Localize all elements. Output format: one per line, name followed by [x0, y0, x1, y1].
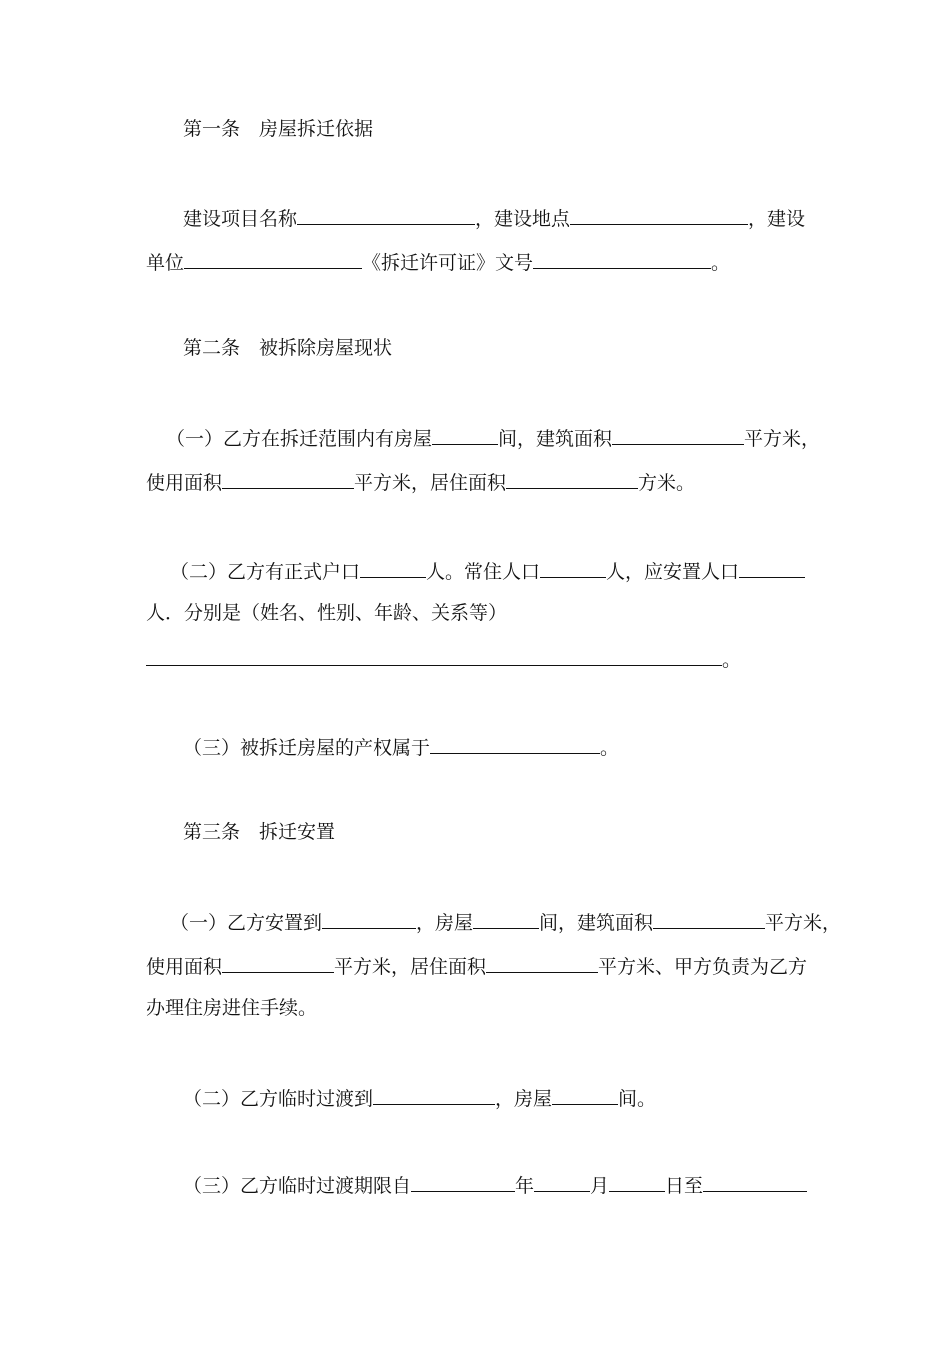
article-3-item-1-line-1	[170, 908, 841, 932]
article-3-heading-text: 第三条 拆迁安置	[183, 821, 336, 843]
transition-rooms-blank[interactable]	[552, 1084, 618, 1105]
article-1-line-1	[183, 204, 805, 228]
permit-label: 《拆迁许可证》文号	[362, 252, 534, 274]
a2-rooms-unit: 间，建筑面积	[498, 428, 613, 450]
article-1-heading	[183, 117, 373, 141]
builder-label-part2: 单位	[146, 252, 185, 274]
a2-item2-prefix: （二）乙方有正式户口	[170, 561, 361, 583]
a3-build-area-unit: 平方米，	[765, 912, 842, 934]
article-2-item-2-line-3	[146, 645, 741, 669]
start-year-blank[interactable]	[411, 1171, 515, 1192]
a2-item1-prefix: （一）乙方在拆迁范围内有房屋	[166, 428, 433, 450]
property-owner-blank[interactable]	[430, 733, 600, 754]
a3-year-label: 年	[515, 1175, 535, 1197]
rooms-blank[interactable]	[432, 424, 498, 445]
article-3-heading	[183, 820, 335, 844]
a3-item2-house-label: ，房屋	[495, 1088, 553, 1110]
start-day-blank[interactable]	[609, 1171, 665, 1192]
article-3-item-3	[183, 1171, 807, 1195]
a3-item2-rooms-unit: 间。	[618, 1088, 657, 1110]
a2-item2-end-mark: 。	[722, 649, 742, 671]
family-details-blank[interactable]	[146, 645, 722, 666]
start-month-blank[interactable]	[534, 1171, 590, 1192]
use-area-blank[interactable]	[222, 468, 354, 489]
article-2-heading-text: 第二条 被拆除房屋现状	[183, 337, 393, 359]
a2-resident-unit: 人。常住人口	[426, 561, 541, 583]
permit-number-blank[interactable]	[533, 248, 711, 269]
placement-build-area-blank[interactable]	[653, 908, 765, 929]
article-3-item-2	[183, 1084, 656, 1108]
a2-item3-end-mark: 。	[600, 737, 620, 759]
article-2-item-1-line-2	[146, 468, 695, 492]
article-2-heading	[183, 336, 392, 360]
registered-resident-blank[interactable]	[360, 557, 426, 578]
article-2-item-2-line-2	[146, 601, 507, 625]
location-label: ，建设地点	[475, 208, 571, 230]
a3-item3-prefix: （三）乙方临时过渡期限自	[183, 1175, 412, 1197]
article-3-item-1-line-2	[146, 952, 807, 976]
placement-living-area-blank[interactable]	[486, 952, 598, 973]
placement-location-blank[interactable]	[322, 908, 416, 929]
a3-month-label: 月	[590, 1175, 610, 1197]
a3-item1-prefix: （一）乙方安置到	[170, 912, 323, 934]
a2-permanent-unit: 人，应安置人口	[606, 561, 740, 583]
project-name-blank[interactable]	[297, 204, 475, 225]
permanent-resident-blank[interactable]	[540, 557, 606, 578]
a3-day-to-label: 日至	[665, 1175, 704, 1197]
a2-placement-unit: 人．分别是（姓名、性别、年龄、关系等）	[146, 602, 508, 624]
transition-location-blank[interactable]	[373, 1084, 495, 1105]
a3-use-area-unit: 平方米，居住面积	[334, 956, 487, 978]
builder-blank[interactable]	[184, 248, 362, 269]
a2-build-area-unit: 平方米，	[744, 428, 821, 450]
placement-use-area-blank[interactable]	[222, 952, 334, 973]
article-2-item-1-line-1	[166, 424, 820, 448]
project-name-label: 建设项目名称	[183, 208, 298, 230]
a2-living-area-unit: 方米。	[638, 472, 696, 494]
article-1-line-2	[146, 248, 730, 272]
article-2-item-3	[183, 733, 619, 757]
a3-item2-prefix: （二）乙方临时过渡到	[183, 1088, 374, 1110]
a3-rooms-unit: 间，建筑面积	[539, 912, 654, 934]
builder-label-part1: ，建设	[748, 208, 806, 230]
a3-use-area-label: 使用面积	[146, 956, 223, 978]
a2-use-area-label: 使用面积	[146, 472, 223, 494]
placement-count-blank[interactable]	[739, 557, 805, 578]
living-area-blank[interactable]	[506, 468, 638, 489]
build-area-blank[interactable]	[612, 424, 744, 445]
end-mark: 。	[711, 252, 731, 274]
article-3-item-1-line-3	[146, 996, 317, 1020]
a3-house-label: ，房屋	[416, 912, 474, 934]
a2-use-area-unit: 平方米，居住面积	[354, 472, 507, 494]
a3-procedure: 办理住房进住手续。	[146, 997, 318, 1019]
end-date-blank[interactable]	[703, 1171, 807, 1192]
article-2-item-2-line-1	[170, 557, 805, 581]
location-blank[interactable]	[570, 204, 748, 225]
article-1-heading-text: 第一条 房屋拆迁依据	[183, 118, 374, 140]
a2-item3-prefix: （三）被拆迁房屋的产权属于	[183, 737, 431, 759]
a3-living-area-unit: 平方米、甲方负责为乙方	[598, 956, 808, 978]
placement-rooms-blank[interactable]	[473, 908, 539, 929]
